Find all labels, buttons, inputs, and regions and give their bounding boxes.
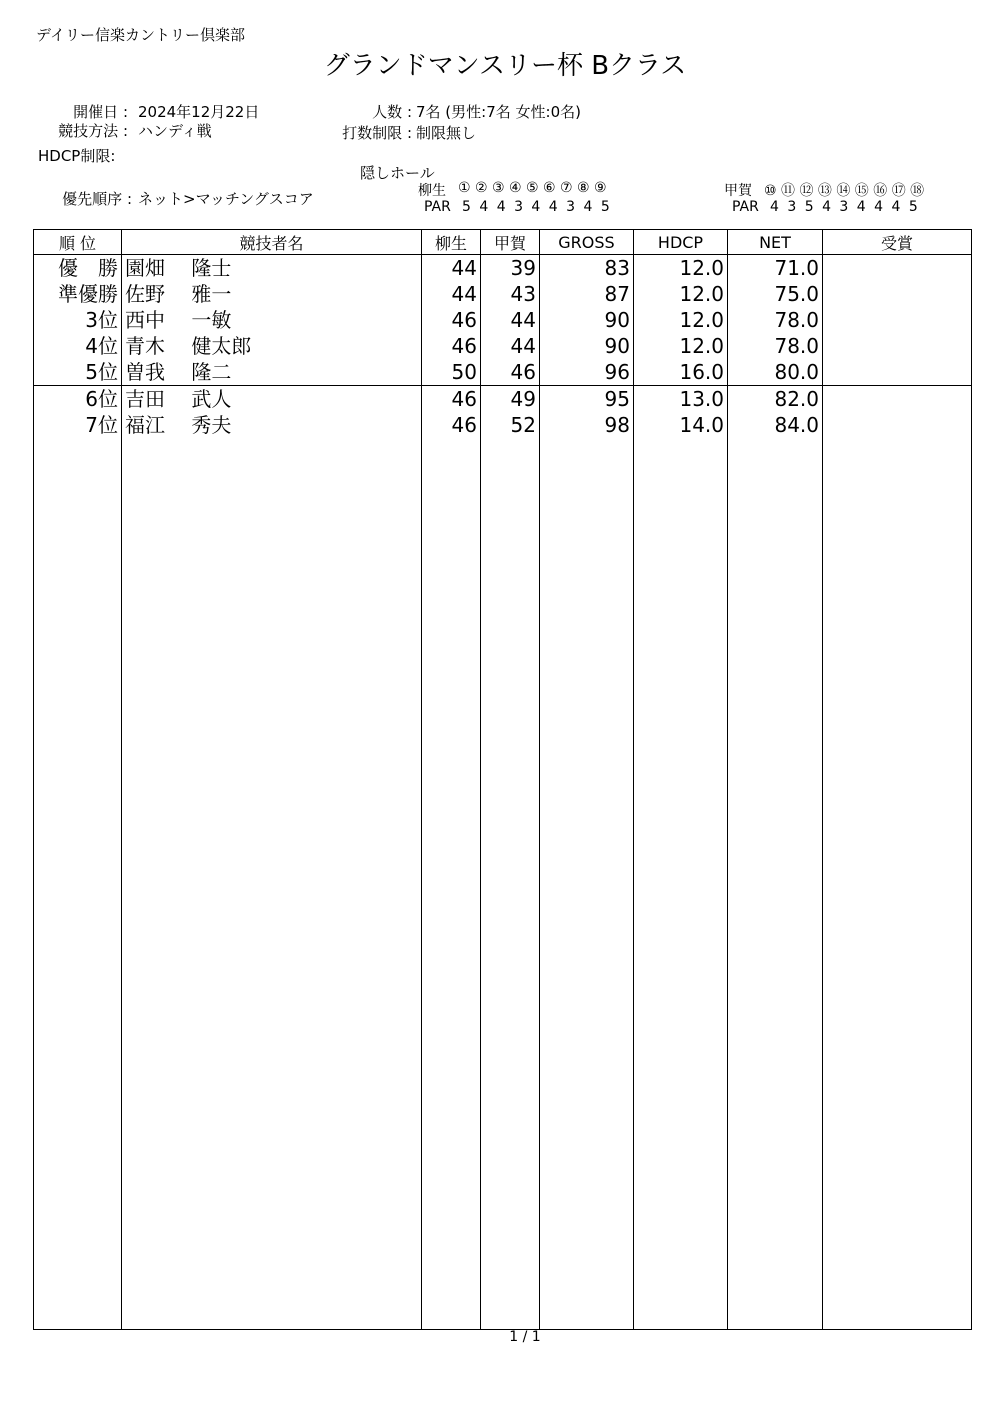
date-label: 開催日 :: [73, 103, 128, 121]
in-score-cell: 44: [481, 307, 540, 333]
net-cell: 84.0: [728, 412, 823, 438]
table-row: [34, 333, 972, 359]
in-par-label: PAR: [732, 199, 759, 215]
results-table: [33, 229, 972, 1330]
stroke-limit-value: 制限無し: [416, 124, 477, 142]
in-score-cell: 44: [481, 333, 540, 359]
table-header-row: [34, 230, 972, 255]
rank-cell: 4位: [34, 333, 122, 359]
page-number: 1 / 1: [509, 1329, 541, 1345]
hidden-holes-label: 隠しホール: [360, 164, 435, 182]
name-cell: 曽我 隆二: [122, 359, 422, 386]
stroke-limit-label: 打数制限 :: [342, 124, 412, 142]
hdcp-cell: 12.0: [634, 333, 728, 359]
award-cell: [823, 412, 972, 438]
rank-cell: 優 勝: [34, 255, 122, 282]
gross-cell: 96: [540, 359, 634, 386]
table-row: [34, 281, 972, 307]
net-cell: 75.0: [728, 281, 823, 307]
out-score-cell: 50: [422, 359, 481, 386]
method-value: ハンディ戦: [138, 122, 212, 140]
award-cell: [823, 386, 972, 413]
club-name: デイリー信楽カントリー倶楽部: [36, 26, 245, 44]
header-hdcp: HDCP: [634, 230, 728, 255]
hdcp-cell: 13.0: [634, 386, 728, 413]
table-filler-row: [34, 438, 972, 1330]
out-score-cell: 46: [422, 307, 481, 333]
hdcp-cell: 16.0: [634, 359, 728, 386]
header-in: 甲賀: [481, 230, 540, 255]
name-cell: 西中 一敏: [122, 307, 422, 333]
in-score-cell: 52: [481, 412, 540, 438]
award-cell: [823, 307, 972, 333]
net-cell: 80.0: [728, 359, 823, 386]
in-score-cell: 49: [481, 386, 540, 413]
award-cell: [823, 333, 972, 359]
hdcp-cell: 12.0: [634, 255, 728, 282]
net-cell: 71.0: [728, 255, 823, 282]
name-cell: 福江 秀夫: [122, 412, 422, 438]
priority-label: 優先順序 :: [62, 190, 132, 208]
net-cell: 78.0: [728, 307, 823, 333]
header-gross: GROSS: [540, 230, 634, 255]
gross-cell: 90: [540, 333, 634, 359]
in-course-name: 甲賀: [724, 183, 752, 199]
out-hole-numbers: ① ② ③ ④ ⑤ ⑥ ⑦ ⑧ ⑨: [458, 180, 607, 196]
header-name: 競技者名: [122, 230, 422, 255]
name-cell: 佐野 雅一: [122, 281, 422, 307]
gross-cell: 83: [540, 255, 634, 282]
gross-cell: 98: [540, 412, 634, 438]
net-cell: 78.0: [728, 333, 823, 359]
table-row: [34, 412, 972, 438]
date-value: 2024年12月22日: [138, 103, 260, 121]
page-title: グランドマンスリー杯 Bクラス: [323, 51, 687, 81]
table-row: [34, 307, 972, 333]
award-cell: [823, 281, 972, 307]
award-cell: [823, 255, 972, 282]
out-course-name: 柳生: [418, 183, 446, 199]
in-score-cell: 46: [481, 359, 540, 386]
out-par-label: PAR: [424, 199, 451, 215]
header-award: 受賞: [823, 230, 972, 255]
in-score-cell: 39: [481, 255, 540, 282]
header-net: NET: [728, 230, 823, 255]
out-score-cell: 46: [422, 333, 481, 359]
out-score-cell: 46: [422, 386, 481, 413]
count-value: 7名 (男性:7名 女性:0名): [416, 103, 581, 121]
table-row: [34, 386, 972, 413]
in-hole-numbers: ⑩ ⑪ ⑫ ⑬ ⑭ ⑮ ⑯ ⑰ ⑱: [764, 183, 925, 199]
award-cell: [823, 359, 972, 386]
gross-cell: 87: [540, 281, 634, 307]
hdcp-cell: 12.0: [634, 281, 728, 307]
table-row: [34, 255, 972, 282]
out-score-cell: 46: [422, 412, 481, 438]
rank-cell: 6位: [34, 386, 122, 413]
method-label: 競技方法 :: [58, 122, 128, 140]
rank-cell: 3位: [34, 307, 122, 333]
net-cell: 82.0: [728, 386, 823, 413]
table-row: [34, 359, 972, 386]
out-pars: 5 4 4 3 4 4 3 4 5: [462, 199, 610, 215]
name-cell: 青木 健太郎: [122, 333, 422, 359]
priority-value: ネット>マッチングスコア: [138, 190, 314, 208]
in-score-cell: 43: [481, 281, 540, 307]
gross-cell: 90: [540, 307, 634, 333]
out-score-cell: 44: [422, 281, 481, 307]
hdcp-cell: 12.0: [634, 307, 728, 333]
header-out: 柳生: [422, 230, 481, 255]
name-cell: 園畑 隆士: [122, 255, 422, 282]
rank-cell: 5位: [34, 359, 122, 386]
out-score-cell: 44: [422, 255, 481, 282]
rank-cell: 準優勝: [34, 281, 122, 307]
count-label: 人数 :: [372, 103, 412, 121]
hdcp-limit-label: HDCP制限:: [38, 147, 116, 165]
name-cell: 吉田 武人: [122, 386, 422, 413]
header-rank: 順 位: [34, 230, 122, 255]
in-pars: 4 3 5 4 3 4 4 4 5: [770, 199, 918, 215]
rank-cell: 7位: [34, 412, 122, 438]
gross-cell: 95: [540, 386, 634, 413]
hdcp-cell: 14.0: [634, 412, 728, 438]
